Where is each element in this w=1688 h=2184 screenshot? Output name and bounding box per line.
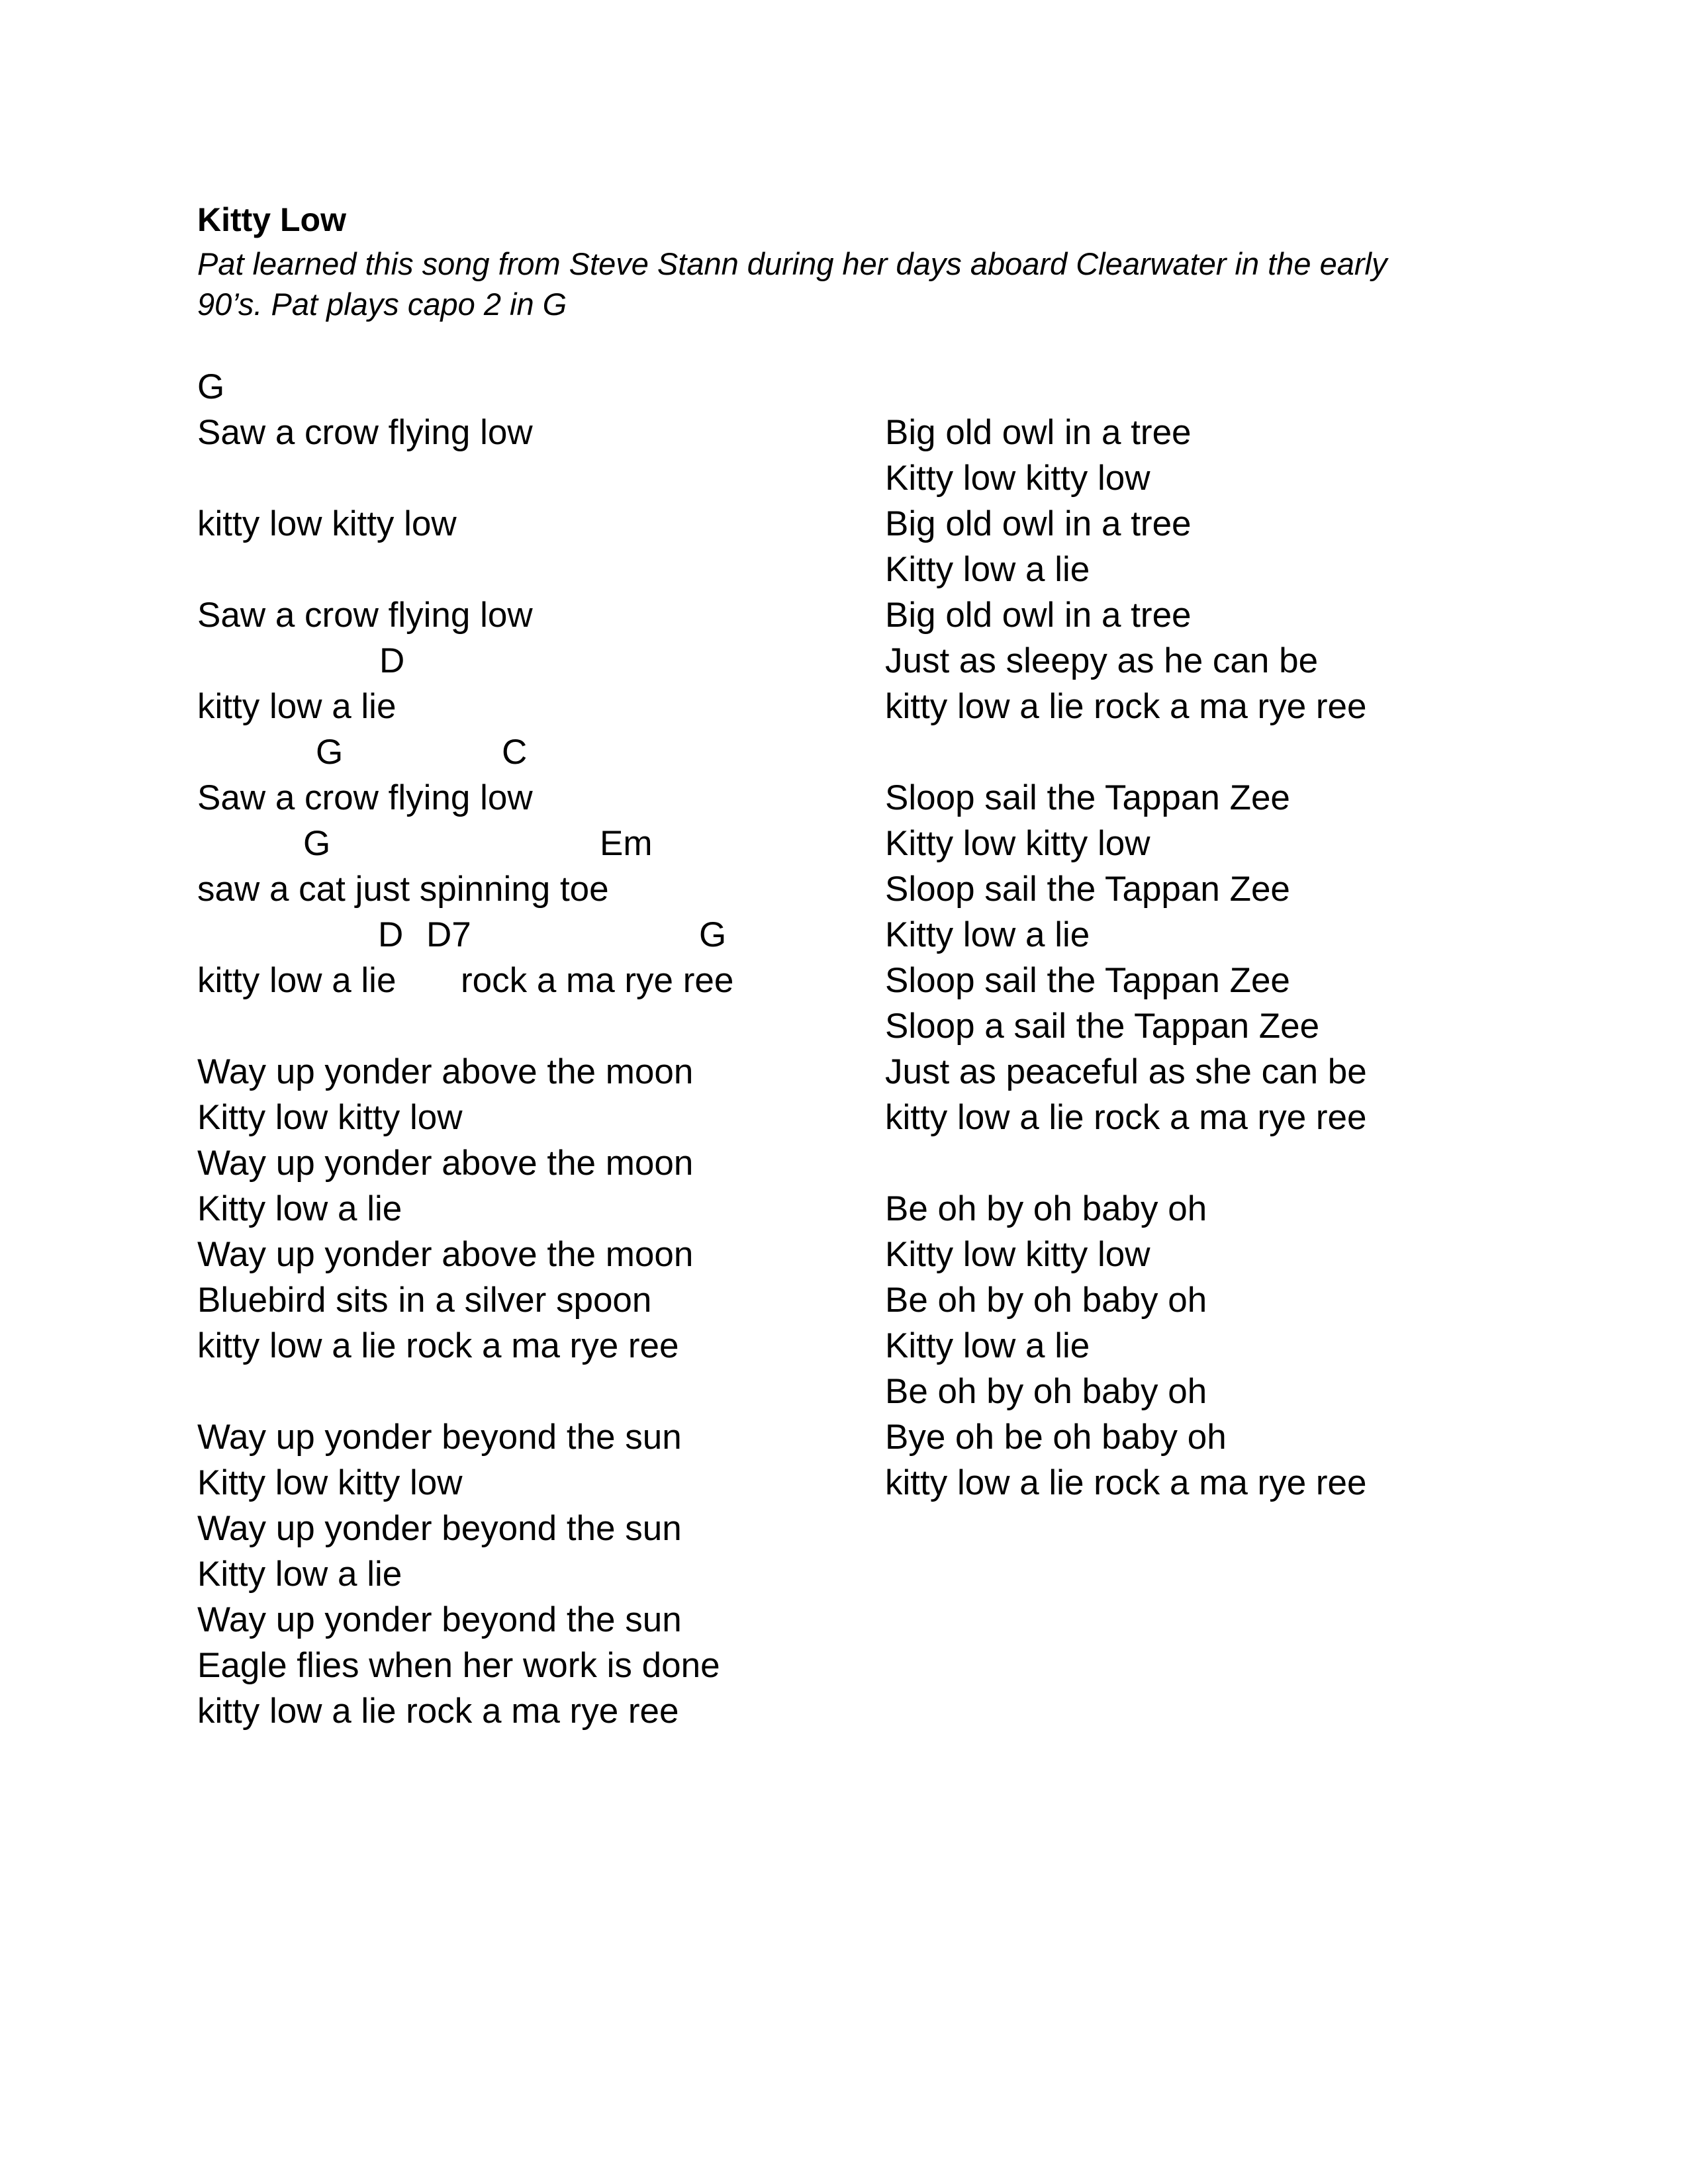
lyric-line: Kitty low kitty low <box>885 824 1150 863</box>
lyric-line: kitty low a lie rock a ma rye ree <box>885 687 1367 726</box>
blank-line <box>885 364 1547 410</box>
blank-line <box>197 547 859 592</box>
lyric-line: Big old owl in a tree <box>885 504 1192 543</box>
lyric-line: Just as peaceful as she can be <box>885 1052 1367 1091</box>
blank-line <box>197 1369 859 1414</box>
lyric-line: kitty low a lie rock a ma rye ree <box>197 1692 679 1731</box>
lyric-segment: kitty low a lie <box>197 961 397 1000</box>
lyric-line: Kitty low kitty low <box>885 1235 1150 1274</box>
blank-line <box>197 455 859 501</box>
lyric-line: saw a cat just spinning toe <box>197 870 609 909</box>
chord: G <box>316 733 344 772</box>
blank-line <box>885 729 1547 775</box>
lyric-line: Kitty low a lie <box>885 915 1090 954</box>
lyric-line: Kitty low kitty low <box>885 459 1150 498</box>
lyric-line: Saw a crow flying low <box>197 596 533 635</box>
lyric-line: kitty low a lie rock a ma rye ree <box>885 1098 1367 1137</box>
lyric-line: Kitty low a lie <box>197 1189 402 1228</box>
lyric-line: kitty low kitty low <box>197 504 457 543</box>
lyric-line: Be oh by oh baby oh <box>885 1372 1207 1411</box>
lyric-line: Saw a crow flying low <box>197 413 533 452</box>
lyric-line: Be oh by oh baby oh <box>885 1189 1207 1228</box>
lyric-line: Kitty low kitty low <box>197 1463 463 1502</box>
lyric-line: Way up yonder above the moon <box>197 1144 694 1183</box>
lyric-line: Sloop sail the Tappan Zee <box>885 961 1290 1000</box>
left-column <box>197 364 859 1734</box>
right-column <box>885 364 1547 1506</box>
lyric-line: kitty low a lie rock a ma rye ree <box>885 1463 1367 1502</box>
lyric-line: Big old owl in a tree <box>885 596 1192 635</box>
chord-line <box>197 638 859 684</box>
lyric-line: Way up yonder beyond the sun <box>197 1600 682 1639</box>
song-note <box>197 244 1521 324</box>
blank-line <box>885 1140 1547 1186</box>
chord: G <box>699 915 727 954</box>
chord: D7 <box>426 915 471 954</box>
lyric-line: kitty low a lie <box>197 687 397 726</box>
lyric-line: Bye oh be oh baby oh <box>885 1418 1227 1457</box>
lyric-line: Just as sleepy as he can be <box>885 641 1319 680</box>
chord: D <box>378 915 404 954</box>
chord-line <box>197 364 859 410</box>
lyric-line: Sloop sail the Tappan Zee <box>885 870 1290 909</box>
lyric-line: kitty low a lie rock a ma rye ree <box>197 1326 679 1365</box>
blank-line <box>197 1003 859 1049</box>
song-note-line: 90’s. Pat plays capo 2 in G <box>197 287 567 322</box>
lyric-line: Kitty low a lie <box>197 1555 402 1594</box>
lyric-line <box>197 958 859 1003</box>
lyric-line: Be oh by oh baby oh <box>885 1281 1207 1320</box>
chord: G <box>303 824 331 863</box>
lyric-line: Eagle flies when her work is done <box>197 1646 720 1685</box>
chord: D <box>379 641 405 680</box>
chord-line <box>197 729 859 775</box>
lyric-line: Bluebird sits in a silver spoon <box>197 1281 652 1320</box>
lyric-line: Saw a crow flying low <box>197 778 533 817</box>
chord: G <box>197 367 225 406</box>
lyric-line: Big old owl in a tree <box>885 413 1192 452</box>
chord-line <box>197 821 859 866</box>
song-note-line: Pat learned this song from Steve Stann during her days aboard Clearwater in the early <box>197 246 1387 281</box>
lyric-line: Way up yonder beyond the sun <box>197 1509 682 1548</box>
lyric-segment: rock a ma rye ree <box>461 961 734 1000</box>
lyric-line: Sloop a sail the Tappan Zee <box>885 1007 1320 1046</box>
chord: C <box>502 733 528 772</box>
chord-line <box>197 912 859 958</box>
lyric-line: Sloop sail the Tappan Zee <box>885 778 1290 817</box>
lyric-line: Kitty low a lie <box>885 1326 1090 1365</box>
lyric-line: Way up yonder above the moon <box>197 1235 694 1274</box>
lyric-line: Way up yonder beyond the sun <box>197 1418 682 1457</box>
lyric-line: Kitty low kitty low <box>197 1098 463 1137</box>
chord: Em <box>600 824 653 863</box>
lyric-line: Kitty low a lie <box>885 550 1090 589</box>
song-title: Kitty Low <box>197 201 346 238</box>
lyric-line: Way up yonder above the moon <box>197 1052 694 1091</box>
